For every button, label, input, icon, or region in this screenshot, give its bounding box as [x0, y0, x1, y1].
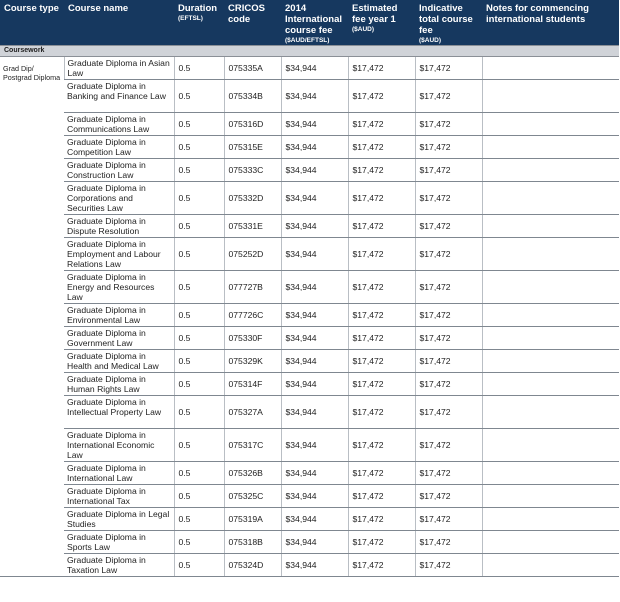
- table-row: [0, 554, 619, 577]
- indicative-fee-cell: $17,472: [415, 462, 482, 485]
- duration-cell: 0.5: [174, 304, 224, 327]
- notes-cell: [482, 429, 619, 462]
- estimated-fee-cell: $17,472: [348, 485, 415, 508]
- course-name-cell: Graduate Diploma in International Economic Law: [64, 429, 174, 462]
- indicative-fee-cell: $17,472: [415, 159, 482, 182]
- header-notes: Notes for commencing international students: [482, 0, 619, 46]
- cricos-cell: 075325C: [224, 485, 281, 508]
- duration-cell: 0.5: [174, 396, 224, 429]
- duration-cell: 0.5: [174, 350, 224, 373]
- estimated-fee-cell: $17,472: [348, 396, 415, 429]
- table-body: [0, 46, 619, 577]
- fee-2014-cell: $34,944: [281, 396, 348, 429]
- course-name-cell: Graduate Diploma in Intellectual Property Law: [64, 396, 174, 429]
- course-name-cell: Graduate Diploma in Construction Law: [64, 159, 174, 182]
- estimated-fee-cell: $17,472: [348, 462, 415, 485]
- table-row: [0, 462, 619, 485]
- duration-cell: 0.5: [174, 554, 224, 577]
- duration-cell: 0.5: [174, 508, 224, 531]
- header-cricos: CRICOS code: [224, 0, 281, 46]
- cricos-cell: 075316D: [224, 113, 281, 136]
- fee-2014-cell: $34,944: [281, 215, 348, 238]
- notes-cell: [482, 80, 619, 113]
- cricos-cell: 075327A: [224, 396, 281, 429]
- course-name-cell: Graduate Diploma in Legal Studies: [64, 508, 174, 531]
- table-row: [0, 327, 619, 350]
- table-row: [0, 238, 619, 271]
- table-row: [0, 80, 619, 113]
- duration-cell: 0.5: [174, 215, 224, 238]
- estimated-fee-cell: $17,472: [348, 159, 415, 182]
- header-duration-unit: (EFTSL): [178, 15, 203, 22]
- cricos-cell: 075324D: [224, 554, 281, 577]
- notes-cell: [482, 350, 619, 373]
- notes-cell: [482, 215, 619, 238]
- notes-cell: [482, 554, 619, 577]
- fee-2014-cell: $34,944: [281, 182, 348, 215]
- notes-cell: [482, 396, 619, 429]
- cricos-cell: 075330F: [224, 327, 281, 350]
- table-row: [0, 373, 619, 396]
- estimated-fee-cell: $17,472: [348, 182, 415, 215]
- notes-cell: [482, 508, 619, 531]
- cricos-cell: 075333C: [224, 159, 281, 182]
- indicative-fee-cell: $17,472: [415, 531, 482, 554]
- fee-2014-cell: $34,944: [281, 57, 348, 80]
- estimated-fee-cell: $17,472: [348, 215, 415, 238]
- duration-cell: 0.5: [174, 57, 224, 80]
- cricos-cell: 075334B: [224, 80, 281, 113]
- fee-2014-cell: $34,944: [281, 373, 348, 396]
- duration-cell: 0.5: [174, 327, 224, 350]
- estimated-fee-cell: $17,472: [348, 531, 415, 554]
- estimated-fee-cell: $17,472: [348, 327, 415, 350]
- duration-cell: 0.5: [174, 80, 224, 113]
- duration-cell: 0.5: [174, 238, 224, 271]
- cricos-cell: 075329K: [224, 350, 281, 373]
- table-row: [0, 271, 619, 304]
- notes-cell: [482, 531, 619, 554]
- indicative-fee-cell: $17,472: [415, 113, 482, 136]
- indicative-fee-cell: $17,472: [415, 304, 482, 327]
- notes-cell: [482, 113, 619, 136]
- course-name-cell: Graduate Diploma in Human Rights Law: [64, 373, 174, 396]
- cricos-cell: 075332D: [224, 182, 281, 215]
- table-row: [0, 182, 619, 215]
- estimated-fee-cell: $17,472: [348, 429, 415, 462]
- fee-2014-cell: $34,944: [281, 350, 348, 373]
- course-name-cell: Graduate Diploma in Energy and Resources Law: [64, 271, 174, 304]
- header-fee-2014: 2014 International course fee ($AUD/EFTSL): [281, 0, 348, 46]
- estimated-fee-cell: $17,472: [348, 80, 415, 113]
- notes-cell: [482, 271, 619, 304]
- course-name-cell: Graduate Diploma in Dispute Resolution: [64, 215, 174, 238]
- header-course-type: Course type: [0, 0, 64, 46]
- course-name-cell: Graduate Diploma in Competition Law: [64, 136, 174, 159]
- estimated-fee-cell: $17,472: [348, 113, 415, 136]
- notes-cell: [482, 485, 619, 508]
- fee-2014-cell: $34,944: [281, 531, 348, 554]
- table-row: [0, 531, 619, 554]
- course-name-cell: Graduate Diploma in Banking and Finance Law: [64, 80, 174, 113]
- cricos-cell: 075317C: [224, 429, 281, 462]
- table-header: [0, 0, 619, 46]
- course-name-cell: Graduate Diploma in Corporations and Securities Law: [64, 182, 174, 215]
- indicative-fee-cell: $17,472: [415, 350, 482, 373]
- table-row: [0, 350, 619, 373]
- course-name-cell: Graduate Diploma in Taxation Law: [64, 554, 174, 577]
- course-name-cell: Graduate Diploma in Communications Law: [64, 113, 174, 136]
- course-type-cell: Grad Dip/ Postgrad Diploma: [0, 57, 64, 577]
- estimated-fee-cell: $17,472: [348, 508, 415, 531]
- estimated-fee-cell: $17,472: [348, 238, 415, 271]
- indicative-fee-cell: $17,472: [415, 485, 482, 508]
- cricos-cell: 075252D: [224, 238, 281, 271]
- estimated-fee-cell: $17,472: [348, 271, 415, 304]
- table-row: [0, 57, 619, 80]
- fee-2014-cell: $34,944: [281, 554, 348, 577]
- table-row: [0, 215, 619, 238]
- course-name-cell: Graduate Diploma in Sports Law: [64, 531, 174, 554]
- cricos-cell: 077726C: [224, 304, 281, 327]
- cricos-cell: 075318B: [224, 531, 281, 554]
- indicative-fee-cell: $17,472: [415, 554, 482, 577]
- duration-cell: 0.5: [174, 429, 224, 462]
- notes-cell: [482, 238, 619, 271]
- cricos-cell: 075314F: [224, 373, 281, 396]
- course-name-cell: Graduate Diploma in Environmental Law: [64, 304, 174, 327]
- course-name-cell: Graduate Diploma in Government Law: [64, 327, 174, 350]
- header-indicative-fee: Indicative total course fee ($AUD): [415, 0, 482, 46]
- fee-2014-cell: $34,944: [281, 159, 348, 182]
- fee-2014-cell: $34,944: [281, 271, 348, 304]
- estimated-fee-cell: $17,472: [348, 554, 415, 577]
- duration-cell: 0.5: [174, 182, 224, 215]
- duration-cell: 0.5: [174, 271, 224, 304]
- cricos-cell: 075326B: [224, 462, 281, 485]
- header-course-name: Course name: [64, 0, 174, 46]
- course-name-cell: Graduate Diploma in Employment and Labour Relations Law: [64, 238, 174, 271]
- header-estimated-fee: Estimated fee year 1 ($AUD): [348, 0, 415, 46]
- indicative-fee-cell: $17,472: [415, 57, 482, 80]
- indicative-fee-cell: $17,472: [415, 182, 482, 215]
- estimated-fee-cell: $17,472: [348, 304, 415, 327]
- estimated-fee-cell: $17,472: [348, 373, 415, 396]
- notes-cell: [482, 182, 619, 215]
- table-row: [0, 485, 619, 508]
- duration-cell: 0.5: [174, 462, 224, 485]
- course-name-cell: Graduate Diploma in International Law: [64, 462, 174, 485]
- indicative-fee-cell: $17,472: [415, 80, 482, 113]
- header-fee-2014-unit: ($AUD/EFTSL): [285, 37, 330, 44]
- fee-2014-cell: $34,944: [281, 508, 348, 531]
- fee-2014-cell: $34,944: [281, 462, 348, 485]
- notes-cell: [482, 57, 619, 80]
- estimated-fee-cell: $17,472: [348, 136, 415, 159]
- notes-cell: [482, 327, 619, 350]
- table-row: [0, 508, 619, 531]
- table-row: [0, 429, 619, 462]
- cricos-cell: 075335A: [224, 57, 281, 80]
- table-row: [0, 159, 619, 182]
- notes-cell: [482, 304, 619, 327]
- indicative-fee-cell: $17,472: [415, 271, 482, 304]
- section-label: Coursework: [0, 46, 619, 57]
- table-row: [0, 304, 619, 327]
- cricos-cell: 075331E: [224, 215, 281, 238]
- indicative-fee-cell: $17,472: [415, 396, 482, 429]
- course-name-cell: Graduate Diploma in Asian Law: [64, 57, 174, 80]
- fee-2014-cell: $34,944: [281, 238, 348, 271]
- cricos-cell: 075319A: [224, 508, 281, 531]
- duration-cell: 0.5: [174, 136, 224, 159]
- estimated-fee-cell: $17,472: [348, 350, 415, 373]
- table-row: [0, 396, 619, 429]
- notes-cell: [482, 462, 619, 485]
- fee-2014-cell: $34,944: [281, 113, 348, 136]
- header-estimated-fee-unit: ($AUD): [352, 26, 375, 33]
- course-name-cell: Graduate Diploma in Health and Medical Law: [64, 350, 174, 373]
- indicative-fee-cell: $17,472: [415, 327, 482, 350]
- indicative-fee-cell: $17,472: [415, 215, 482, 238]
- duration-cell: 0.5: [174, 113, 224, 136]
- fee-2014-cell: $34,944: [281, 429, 348, 462]
- duration-cell: 0.5: [174, 373, 224, 396]
- notes-cell: [482, 159, 619, 182]
- header-duration: Duration (EFTSL): [174, 0, 224, 46]
- table-row: [0, 113, 619, 136]
- duration-cell: 0.5: [174, 159, 224, 182]
- indicative-fee-cell: $17,472: [415, 373, 482, 396]
- fee-2014-cell: $34,944: [281, 304, 348, 327]
- fee-2014-cell: $34,944: [281, 485, 348, 508]
- duration-cell: 0.5: [174, 531, 224, 554]
- indicative-fee-cell: $17,472: [415, 429, 482, 462]
- indicative-fee-cell: $17,472: [415, 508, 482, 531]
- indicative-fee-cell: $17,472: [415, 238, 482, 271]
- cricos-cell: 077727B: [224, 271, 281, 304]
- notes-cell: [482, 373, 619, 396]
- duration-cell: 0.5: [174, 485, 224, 508]
- cricos-cell: 075315E: [224, 136, 281, 159]
- indicative-fee-cell: $17,472: [415, 136, 482, 159]
- fee-2014-cell: $34,944: [281, 327, 348, 350]
- table-row: [0, 136, 619, 159]
- header-indicative-fee-unit: ($AUD): [419, 37, 442, 44]
- notes-cell: [482, 136, 619, 159]
- fee-2014-cell: $34,944: [281, 136, 348, 159]
- course-name-cell: Graduate Diploma in International Tax: [64, 485, 174, 508]
- estimated-fee-cell: $17,472: [348, 57, 415, 80]
- fee-2014-cell: $34,944: [281, 80, 348, 113]
- section-row: [0, 46, 619, 57]
